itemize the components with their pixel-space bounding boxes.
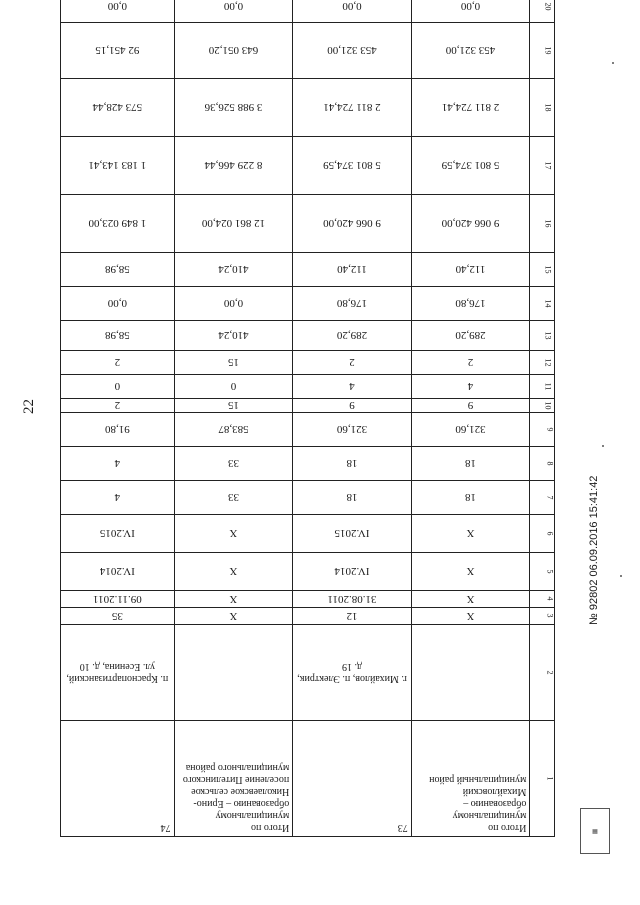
table-cell: 2 811 724,41 <box>411 79 530 137</box>
printer-logo-icon: ▦ <box>580 808 610 854</box>
table-cell: X <box>411 553 530 591</box>
table-cell: 31.08.2011 <box>293 591 412 608</box>
column-number: 19 <box>530 23 555 79</box>
table-cell: г. Михайлов, п. Электрик, д. 19 <box>293 625 412 721</box>
table-cell: IV.2015 <box>61 515 175 553</box>
table-cell: 2 <box>293 351 412 375</box>
table-cell: X <box>174 515 293 553</box>
column-number: 11 <box>530 375 555 399</box>
table-cell: 410,24 <box>174 253 293 287</box>
table-cell: 9 <box>293 399 412 413</box>
table-cell: 9 066 420,00 <box>411 195 530 253</box>
table-cell: 12 861 024,00 <box>174 195 293 253</box>
table-cell: 0 <box>174 375 293 399</box>
data-table <box>60 0 555 837</box>
column-number: 1 <box>530 721 555 837</box>
table-cell: 9 066 420,00 <box>293 195 412 253</box>
column-number: 10 <box>530 399 555 413</box>
table-cell: IV.2014 <box>61 553 175 591</box>
column-number: 2 <box>530 625 555 721</box>
table-cell: 4 <box>293 375 412 399</box>
table-cell: 73 <box>293 721 412 837</box>
table-cell: 3 988 526,36 <box>174 79 293 137</box>
column-number: 9 <box>530 413 555 447</box>
column-number: 4 <box>530 591 555 608</box>
table-cell: IV.2014 <box>293 553 412 591</box>
table-cell: 410,24 <box>174 321 293 351</box>
table-cell: 0,00 <box>174 0 293 23</box>
table-cell: 5 801 374,59 <box>411 137 530 195</box>
table-cell: 2 <box>411 351 530 375</box>
table-cell: X <box>411 515 530 553</box>
table-cell: Итого по муниципальному образованию – Ерино-Николаевское сельское поселение Пителинского муниципального района <box>174 721 293 837</box>
table-cell: X <box>174 608 293 625</box>
table-cell: 91,80 <box>61 413 175 447</box>
table-cell: 15 <box>174 351 293 375</box>
table-cell: 5 801 374,59 <box>293 137 412 195</box>
table-cell: п. Краснопартизанский, ул. Есенина, д. 10 <box>61 625 175 721</box>
scan-speck <box>602 445 604 447</box>
table-cell: 176,80 <box>293 287 412 321</box>
table-cell: 1 183 143,41 <box>61 137 175 195</box>
table-cell: 33 <box>174 447 293 481</box>
table-cell: 18 <box>293 447 412 481</box>
table-cell: X <box>174 591 293 608</box>
table-cell: 643 051,20 <box>174 23 293 79</box>
column-number: 18 <box>530 79 555 137</box>
table-cell: 15 <box>174 399 293 413</box>
table-cell: 2 811 724,41 <box>293 79 412 137</box>
table-cell: 1 849 023,00 <box>61 195 175 253</box>
scan-speck <box>612 62 614 64</box>
column-number: 12 <box>530 351 555 375</box>
column-number: 7 <box>530 481 555 515</box>
table-cell: X <box>174 553 293 591</box>
table-cell: 2 <box>61 351 175 375</box>
table-cell: 58,98 <box>61 321 175 351</box>
table-cell: 18 <box>411 447 530 481</box>
table-cell: 0,00 <box>61 287 175 321</box>
table-cell: 0 <box>61 375 175 399</box>
column-number: 5 <box>530 553 555 591</box>
data-table-sheet <box>60 0 555 837</box>
table-cell: 33 <box>174 481 293 515</box>
table-cell: 321,60 <box>411 413 530 447</box>
table-cell: 4 <box>61 481 175 515</box>
table-cell: 112,40 <box>293 253 412 287</box>
table-cell: IV.2015 <box>293 515 412 553</box>
table-cell: 12 <box>293 608 412 625</box>
table-cell: 0,00 <box>174 287 293 321</box>
table-cell: 18 <box>411 481 530 515</box>
column-number: 20 <box>530 0 555 23</box>
table-cell: 321,60 <box>293 413 412 447</box>
table-cell: 18 <box>293 481 412 515</box>
table-cell: 573 428,44 <box>61 79 175 137</box>
column-number: 14 <box>530 287 555 321</box>
table-cell: 8 229 466,44 <box>174 137 293 195</box>
table-cell: 453 321,00 <box>293 23 412 79</box>
scan-speck <box>620 575 622 577</box>
table-cell: 453 321,00 <box>411 23 530 79</box>
table-cell: 74 <box>61 721 175 837</box>
table-cell: Итого по муниципальному образованию – Михайловский муниципальный район <box>411 721 530 837</box>
table-cell: 09.11.2011 <box>61 591 175 608</box>
table-cell: 583,87 <box>174 413 293 447</box>
table-cell: 4 <box>61 447 175 481</box>
document-stamp: № 92802 06.09.2016 15:41:42 <box>588 475 600 625</box>
column-number: 13 <box>530 321 555 351</box>
table-cell <box>411 625 530 721</box>
table-cell: X <box>411 591 530 608</box>
table-cell: 0,00 <box>411 0 530 23</box>
page-number: 22 <box>21 399 37 414</box>
column-number: 3 <box>530 608 555 625</box>
table-cell: 2 <box>61 399 175 413</box>
table-cell: 176,80 <box>411 287 530 321</box>
column-number: 16 <box>530 195 555 253</box>
table-cell: X <box>411 608 530 625</box>
column-number: 17 <box>530 137 555 195</box>
table-cell: 92 451,15 <box>61 23 175 79</box>
table-cell: 289,20 <box>293 321 412 351</box>
column-number: 15 <box>530 253 555 287</box>
table-cell: 0,00 <box>61 0 175 23</box>
table-cell: 0,00 <box>293 0 412 23</box>
table-cell <box>174 625 293 721</box>
column-number: 6 <box>530 515 555 553</box>
table-cell: 4 <box>411 375 530 399</box>
table-cell: 289,20 <box>411 321 530 351</box>
table-cell: 35 <box>61 608 175 625</box>
column-number: 8 <box>530 447 555 481</box>
table-cell: 112,40 <box>411 253 530 287</box>
table-cell: 9 <box>411 399 530 413</box>
table-cell: 58,98 <box>61 253 175 287</box>
